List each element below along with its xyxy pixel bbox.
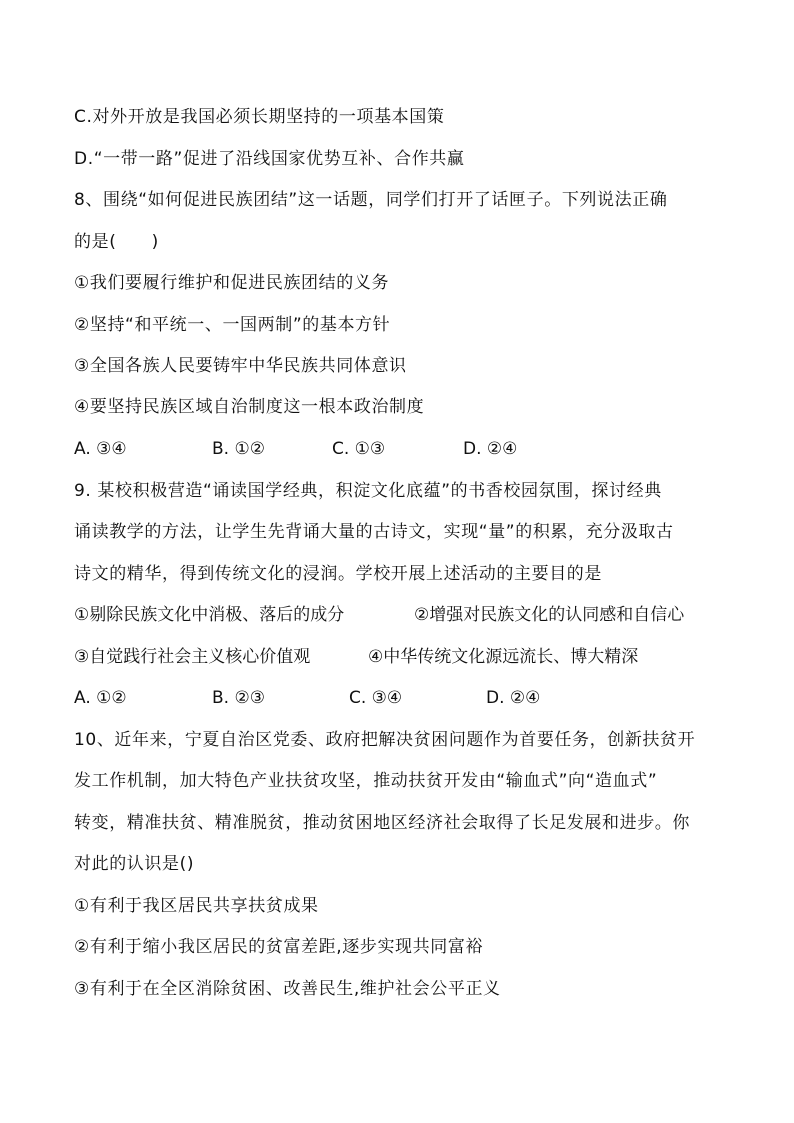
q9-stem-line: 诗文的精华，得到传统文化的浸润。学校开展上述活动的主要目的是: [74, 564, 602, 584]
q9-item: ③自觉践行社会主义核心价值观: [74, 647, 311, 667]
q8-item: ①我们要履行维护和促进民族团结的义务: [74, 273, 390, 293]
q10-stem-line: 10、近年来，宁夏自治区党委、政府把解决贫困问题作为首要任务，创新扶贫开: [74, 730, 696, 750]
q8-item: ④要坚持民族区域自治制度这一根本政治制度: [74, 397, 425, 417]
q8-choice-d: D. ②④: [463, 439, 518, 459]
q9-choice-b: B. ②③: [212, 688, 265, 708]
q8-item: ③全国各族人民要铸牢中华民族共同体意识: [74, 356, 407, 376]
q9-choice-a: A. ①②: [74, 688, 127, 708]
q10-item: ①有利于我区居民共享扶贫成果: [74, 896, 319, 916]
q9-choice-d: D. ②④: [486, 688, 541, 708]
q9-item: ②增强对民族文化的认同感和自信心: [414, 605, 685, 625]
q8-choice-a: A. ③④: [74, 439, 127, 459]
q8-choice-b: B. ①②: [212, 439, 265, 459]
q9-item: ④中华传统文化源远流长、博大精深: [368, 647, 639, 667]
q10-stem-line: 对此的认识是(): [74, 854, 195, 874]
q7-option-d: D.“一带一路”促进了沿线国家优势互补、合作共赢: [74, 149, 465, 169]
q7-option-c: C.对外开放是我国必须长期坚持的一项基本国策: [74, 107, 445, 127]
q10-stem-line: 转变，精准扶贫、精准脱贫，推动贫困地区经济社会取得了长足发展和进步。你: [74, 813, 690, 833]
q9-stem-line: 9. 某校积极营造“诵读国学经典，积淀文化底蕴”的书香校园氛围，探讨经典: [74, 481, 662, 501]
q9-choice-c: C. ③④: [349, 688, 403, 708]
q10-item: ③有利于在全区消除贫困、改善民生,维护社会公平正义: [74, 979, 501, 999]
q9-item: ①剔除民族文化中消极、落后的成分: [74, 605, 345, 625]
q10-stem-line: 发工作机制，加大特色产业扶贫攻坚，推动扶贫开发由“输血式”向“造血式”: [74, 771, 658, 791]
q8-stem-line: 8、围绕“如何促进民族团结”这一话题，同学们打开了话匣子。下列说法正确: [74, 190, 668, 210]
q9-stem-line: 诵读教学的方法，让学生先背诵大量的古诗文，实现“量”的积累，充分汲取古: [74, 522, 674, 542]
q8-choice-c: C. ①③: [332, 439, 386, 459]
q8-stem-line: 的是( ): [74, 232, 159, 252]
q10-item: ②有利于缩小我区居民的贫富差距,逐步实现共同富裕: [74, 937, 484, 957]
q8-item: ②坚持“和平统一、一国两制”的基本方针: [74, 315, 391, 335]
